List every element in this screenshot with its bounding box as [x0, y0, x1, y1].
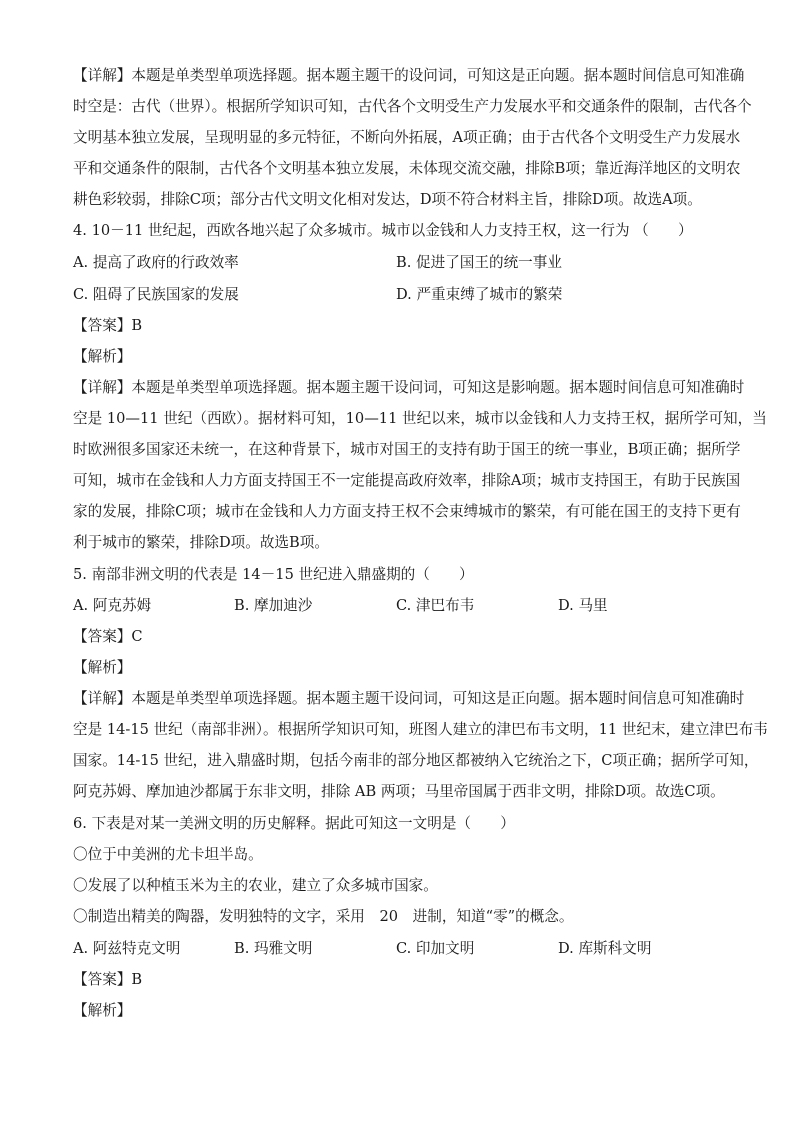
text-line: 时欧洲很多国家还未统一，在这种背景下，城市对国王的支持有助于国王的统一事业，B项正确；据所学: [73, 441, 741, 458]
analysis-label: 【解析】: [73, 348, 132, 365]
bullet-item: 〇位于中美洲的尤卡坦半岛。: [73, 846, 263, 863]
option-b: B. 促进了国王的统一事业: [396, 254, 562, 271]
option-d: D. 马里: [558, 597, 608, 614]
option-c: C. 印加文明: [396, 940, 475, 957]
option-c: C. 津巴布韦: [396, 597, 475, 614]
option-d: D. 库斯科文明: [558, 940, 652, 957]
answer-label: 【答案】B: [73, 971, 143, 988]
text-line: 利于城市的繁荣，排除D项。故选B项。: [73, 534, 329, 551]
text-line: 【详解】本题是单类型单项选择题。据本题主题干设问词，可知这是影响题。据本题时间信息可知准确时: [73, 379, 745, 396]
answer-label: 【答案】B: [73, 317, 143, 334]
text-line: 家的发展，排除C项；城市在金钱和人力方面支持王权不会束缚城市的繁荣，有可能在国王的支持下更有: [73, 503, 741, 520]
option-a: A. 阿克苏姆: [73, 597, 152, 614]
text-line: 平和交通条件的限制，古代各个文明基本独立发展，未体现交流交融，排除B项；靠近海洋地区的文明农: [73, 160, 741, 177]
text-line: 文明基本独立发展，呈现明显的多元特征，不断向外拓展，A项正确；由于古代各个文明受生产力发展水: [73, 129, 741, 146]
analysis-label: 【解析】: [73, 1002, 132, 1019]
option-d: D. 严重束缚了城市的繁荣: [396, 286, 563, 303]
question-stem: 5. 南部非洲文明的代表是 14－15 世纪进入鼎盛期的（ ）: [73, 566, 474, 583]
text-line: 时空是：古代（世界）。根据所学知识可知，古代各个文明受生产力发展水平和交通条件的限制，古代各个: [73, 98, 752, 115]
question-stem: 6. 下表是对某一美洲文明的历史解释。据此可知这一文明是（ ）: [73, 815, 515, 832]
option-b: B. 玛雅文明: [234, 940, 313, 957]
analysis-label: 【解析】: [73, 659, 132, 676]
option-a: A. 阿兹特克文明: [73, 940, 181, 957]
text-line: 耕色彩较弱，排除C项；部分古代文明文化相对发达，D项不符合材料主旨，排除D项。故选A项。: [73, 191, 702, 208]
option-b: B. 摩加迪沙: [234, 597, 313, 614]
bullet-item: 〇制造出精美的陶器，发明独特的文字，采用 20 进制，知道“零”的概念。: [73, 908, 574, 925]
text-line: 【详解】本题是单类型单项选择题。据本题主题干设问词，可知这是正向题。据本题时间信息可知准确时: [73, 690, 745, 707]
option-a: A. 提高了政府的行政效率: [73, 254, 239, 271]
question-stem: 4. 10－11 世纪起，西欧各地兴起了众多城市。城市以金钱和人力支持王权，这一行为 （ ）: [73, 222, 693, 239]
text-line: 阿克苏姆、摩加迪沙都属于东非文明，排除 AB 两项；马里帝国属于西非文明，排除D项。故选C项。: [73, 783, 725, 800]
option-c: C. 阻碍了民族国家的发展: [73, 286, 239, 303]
bullet-item: 〇发展了以种植玉米为主的农业，建立了众多城市国家。: [73, 877, 438, 894]
answer-label: 【答案】C: [73, 628, 143, 645]
text-line: 国家。14-15 世纪，进入鼎盛时期，包括今南非的部分地区都被纳入它统治之下，C项正确；据所学可知，: [73, 752, 759, 769]
text-line: 可知，城市在金钱和人力方面支持国王不一定能提高政府效率，排除A项；城市支持国王，有助于民族国: [73, 472, 741, 489]
text-line: 空是 14-15 世纪（南部非洲）。根据所学知识可知，班图人建立的津巴布韦文明，11 世纪末，建立津巴布韦: [73, 721, 768, 738]
text-line: 【详解】本题是单类型单项选择题。据本题主题干的设问词，可知这是正向题。据本题时间信息可知准确: [73, 67, 745, 84]
text-line: 空是 10—11 世纪（西欧）。据材料可知，10—11 世纪以来，城市以金钱和人力支持王权，据所学可知，当: [73, 410, 767, 427]
